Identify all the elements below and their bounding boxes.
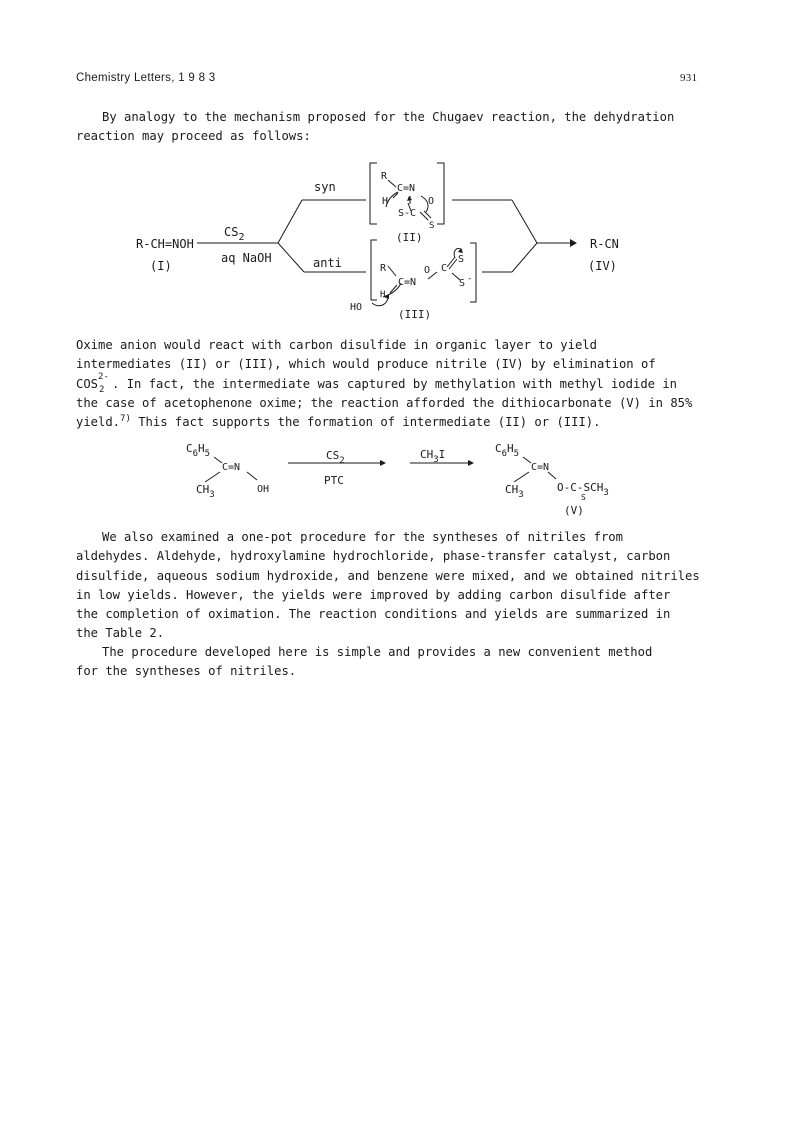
para3-line-6: the Table 2. (76, 626, 165, 641)
int2-s: S (429, 221, 435, 231)
int3-label: (III) (398, 308, 432, 321)
syn-label: syn (314, 180, 336, 194)
reactant-c6h5: $C_6H_5$ (186, 442, 211, 459)
para2-line-2: intermediates (II) or (III), which would produce nitrile (IV) by elimination of (76, 357, 656, 372)
anti-label: anti (313, 256, 342, 270)
int2-o: O (428, 196, 435, 207)
int2-r: R (381, 171, 388, 182)
conclusion-paragraph (76, 643, 716, 682)
para2-line-4: the case of acetophenone oxime; the reaction afforded the dithiocarbonate (V) in 85% (76, 395, 693, 410)
product-formula: R-CN (590, 237, 619, 251)
para2-line-5: yield.$^{7)}$ This fact supports the formation of intermediate (II) or (III). (76, 414, 601, 430)
para3-line-2: aldehydes. Aldehyde, hydroxylamine hydrochloride, phase-transfer catalyst, carbon (76, 549, 671, 564)
reference-marker: 7) (120, 414, 131, 425)
one-pot-paragraph (76, 528, 716, 644)
int2-label: (II) (396, 231, 423, 244)
reagent-naoh: aq NaOH (221, 251, 272, 265)
int3-c: C (441, 263, 448, 274)
arrow2-reagent: $CH_3I$ (420, 448, 446, 465)
int3-ho: HO (350, 302, 363, 313)
para2-line-3: COS 2- 2 . In fact, the intermediate was captured by methylation with methyl iodide in (76, 371, 678, 395)
product-label-v: (V) (564, 504, 584, 517)
mechanism-scheme (0, 0, 793, 330)
para3-line-5: the completion of oximation. The reaction conditions and yields are summarized in (76, 607, 671, 622)
arrow1-catalyst: PTC (324, 474, 344, 487)
para4-line-1: The procedure developed here is simple and provides a new convenient method (102, 645, 653, 659)
int2-h: H (382, 196, 389, 207)
arrow1-reagent: $CS_2$ (326, 449, 345, 466)
reactant-cn: C=N (222, 462, 241, 473)
product-c6h5: $C_6H_5$ (495, 442, 520, 459)
product-label: (IV) (588, 259, 617, 273)
reactant-oh: OH (257, 484, 270, 495)
discussion-paragraph (76, 336, 716, 432)
int3-s-right: S (459, 278, 466, 289)
product-ch3: $CH_3$ (505, 483, 524, 500)
int3-cn: C=N (398, 277, 417, 288)
reagent-cs2: $CS_2$ (224, 225, 245, 243)
int3-o: O (424, 265, 431, 276)
int2-sc: S-C (398, 208, 417, 219)
intro-line-1: By analogy to the mechanism proposed for the Chugaev reaction, the dehydration (102, 110, 675, 124)
para3-line-3: disulfide, aqueous sodium hydroxide, and benzene were mixed, and we obtained nitriles (76, 568, 700, 583)
para3-line-4: in low yields. However, the yields were improved by adding carbon disulfide after (76, 587, 671, 602)
reactant-ch3: $CH_3$ (196, 483, 215, 500)
int2-cn: C=N (397, 183, 416, 194)
reactant-formula: R-CH=NOH (136, 237, 194, 251)
para4-line-2: for the syntheses of nitriles. (76, 664, 297, 679)
reactant-label: (I) (150, 259, 172, 273)
int3-r: R (380, 263, 387, 274)
methylation-scheme (0, 430, 793, 520)
product-thione-s: S (581, 493, 586, 502)
page-number: 931 (680, 72, 698, 84)
int3-s-top: S (458, 254, 465, 265)
int3-minus: - (467, 274, 473, 284)
product-ocsch3: $O-C-SCH_3$ (557, 481, 609, 498)
int3-h: H (380, 290, 386, 300)
product-cn: C=N (531, 462, 550, 473)
intro-line-2: reaction may proceed as follows: (76, 129, 311, 144)
running-header-journal: Chemistry Letters, 1 9 8 3 (76, 72, 216, 84)
para2-line-1: Oxime anion would react with carbon disulfide in organic layer to yield (76, 338, 597, 352)
para3-line-1: We also examined a one-pot procedure for the syntheses of nitriles from (102, 530, 623, 544)
